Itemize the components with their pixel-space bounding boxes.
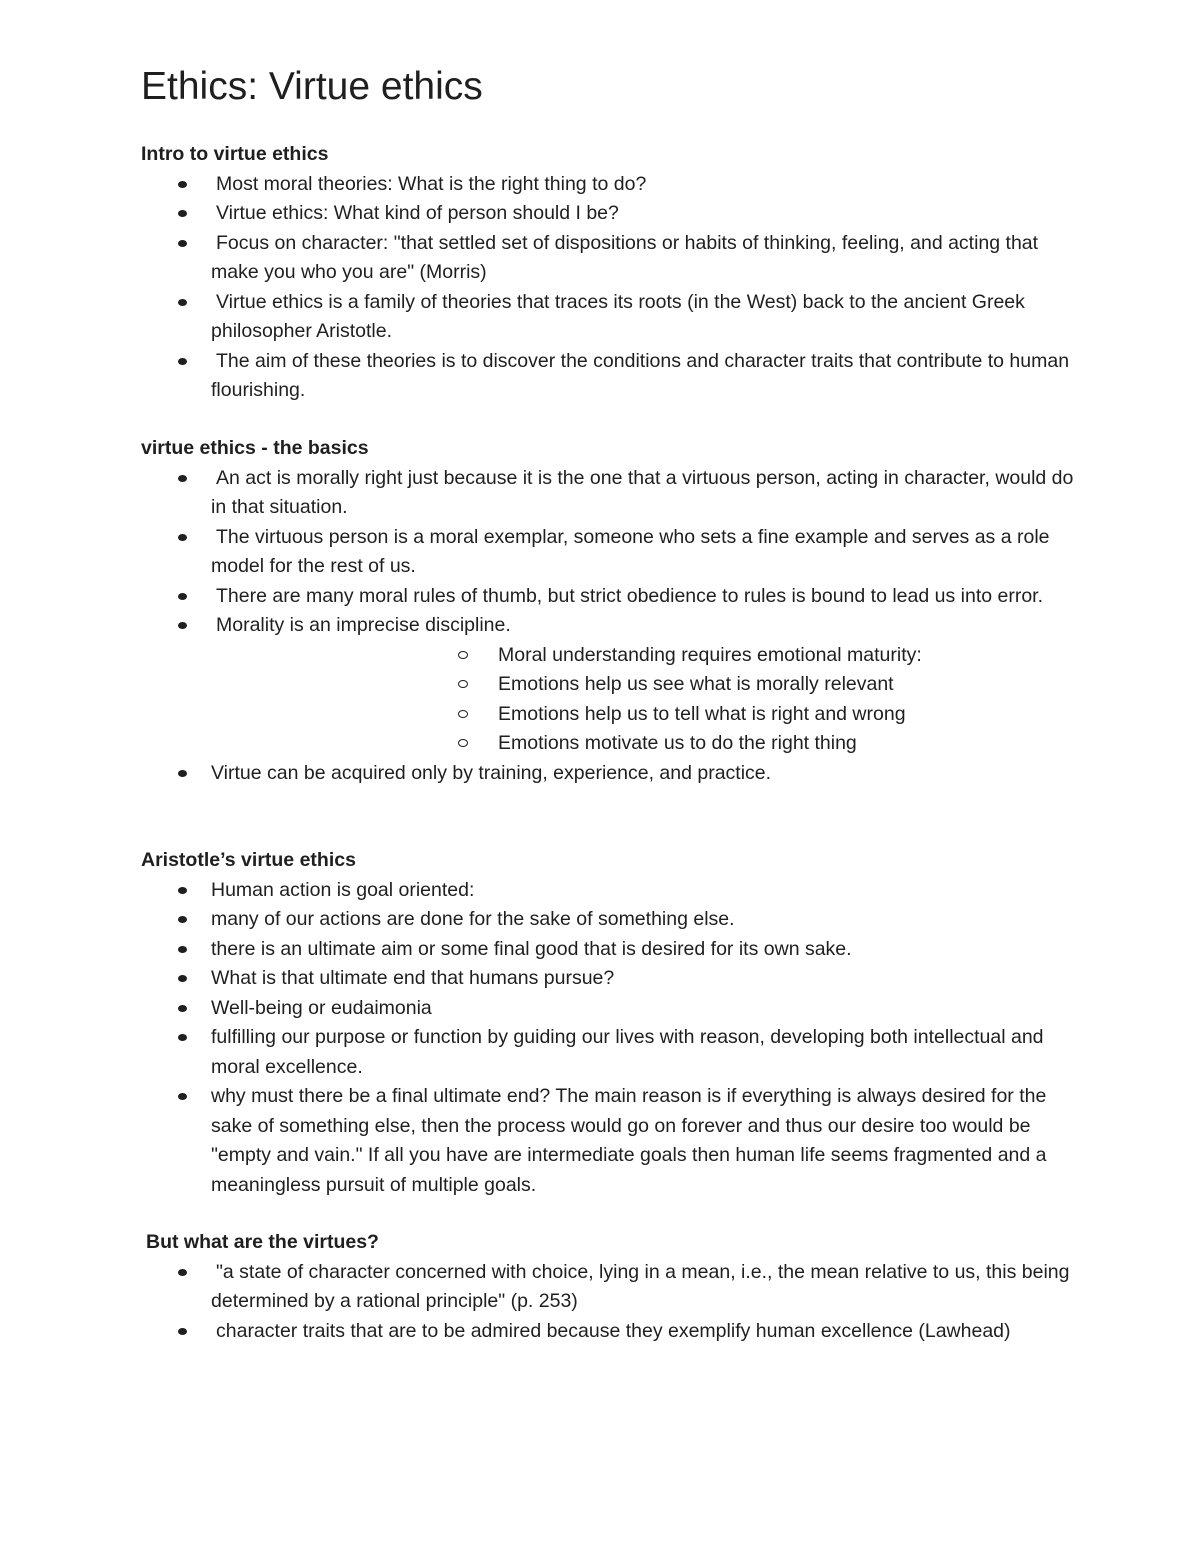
list-item-text: Morality is an imprecise discipline. [216,614,511,636]
section-aristotle [0,846,1200,1200]
section-heading: virtue ethics - the basics [141,437,369,459]
list-item [0,199,1200,229]
section-virtues [0,1228,1200,1346]
sub-list-item-text: Emotions help us see what is morally relevant [498,673,894,695]
bullet-icon [178,946,187,953]
list-item-text: What is that ultimate end that humans pursue? [211,967,615,989]
bullet-icon [178,770,187,777]
list-item-text: The virtuous person is a moral exemplar, someone who sets a fine example and serves as a role model for the rest of us. [211,525,1050,577]
section-heading: But what are the virtues? [146,1231,379,1253]
list-item-text: character traits that are to be admired because they exemplify human excellence (Lawhead) [216,1319,1011,1342]
list-item [0,288,1200,347]
list-item [0,905,1200,935]
list-item-text: Focus on character: "that settled set of dispositions or habits of thinking, feeling, and acting that make you who you are" (Morris) [211,231,1039,283]
bullet-list [0,170,1200,406]
bullet-icon [178,622,187,629]
list-item [0,1023,1200,1082]
bullet-icon [178,1093,187,1100]
list-item [0,1258,1200,1317]
bullet-icon [178,1269,187,1276]
bullet-icon [178,240,187,247]
circle-bullet-icon [458,710,468,718]
bullet-icon [178,887,187,894]
list-item-text: The aim of these theories is to discover the conditions and character traits that contribute to human flourishing. [211,349,1070,401]
list-item-text: There are many moral rules of thumb, but strict obedience to rules is bound to lead us into error. [216,584,1044,607]
circle-bullet-icon [458,651,468,659]
bullet-icon [178,1034,187,1041]
sub-list-item-text: Moral understanding requires emotional maturity: [498,643,922,666]
sub-list-item [211,641,1080,671]
section-basics [0,434,1200,788]
bullet-icon [178,1328,187,1335]
list-item [0,1082,1200,1200]
list-item [0,994,1200,1024]
list-item [0,464,1200,523]
document-title: Ethics: Virtue ethics [141,65,483,108]
bullet-icon [178,475,187,482]
list-item [0,935,1200,965]
sub-list-item [211,700,1080,730]
sub-list-item [211,670,1080,700]
bullet-icon [178,593,187,600]
sub-list [211,641,1080,759]
bullet-icon [178,534,187,541]
section-heading: Aristotle’s virtue ethics [141,849,356,871]
list-item [0,964,1200,994]
bullet-icon [178,299,187,306]
circle-bullet-icon [458,739,468,747]
bullet-list [0,876,1200,1201]
list-item [0,347,1200,406]
bullet-icon [178,975,187,982]
list-item [0,170,1200,200]
section-intro [0,140,1200,406]
list-item-text: many of our actions are done for the sake of something else. [211,908,735,930]
list-item-text: fulfilling our purpose or function by guiding our lives with reason, developing both intellectual and moral excellence. [211,1026,1044,1078]
list-item-text: Human action is goal oriented: [211,878,475,901]
sub-list-item [211,729,1080,759]
bullet-list [0,464,1200,789]
bullet-list [0,1258,1200,1347]
bullet-icon [178,916,187,923]
list-item-text: "a state of character concerned with choice, lying in a mean, i.e., the mean relative to us, this being determined by a rational principle" (p. 253) [211,1260,1070,1312]
circle-bullet-icon [458,680,468,688]
bullet-icon [178,358,187,365]
list-item-text: Virtue ethics is a family of theories that traces its roots (in the West) back to the ancient Greek philosopher Aristotle. [211,290,1025,342]
list-item [0,523,1200,582]
list-item-text: Virtue ethics: What kind of person should I be? [216,202,619,224]
list-item [0,611,1200,759]
list-item-text: Well-being or eudaimonia [211,996,432,1019]
list-item-text: Most moral theories: What is the right thing to do? [216,172,647,195]
sub-list-item-text: Emotions motivate us to do the right thing [498,732,857,754]
list-item-text: Virtue can be acquired only by training, experience, and practice. [211,761,772,784]
bullet-icon [178,210,187,217]
list-item [0,759,1200,789]
list-item-text: why must there be a final ultimate end? The main reason is if everything is always desired for the sake of something else, then the process would go on forever and thus our desire too would be "empty and vain." If all you have are intermediate goals then human life seems fragmented and a meaningless pursuit of multiple goals. [211,1085,1047,1196]
list-item-text: there is an ultimate aim or some final good that is desired for its own sake. [211,937,852,960]
list-item-text: An act is morally right just because it is the one that a virtuous person, acting in character, would do in that situation. [211,466,1074,518]
list-item [0,582,1200,612]
list-item [0,1317,1200,1347]
bullet-icon [178,1005,187,1012]
section-heading: Intro to virtue ethics [141,143,329,165]
bullet-icon [178,181,187,188]
sub-list-item-text: Emotions help us to tell what is right and wrong [498,702,906,725]
list-item [0,229,1200,288]
list-item [0,876,1200,906]
